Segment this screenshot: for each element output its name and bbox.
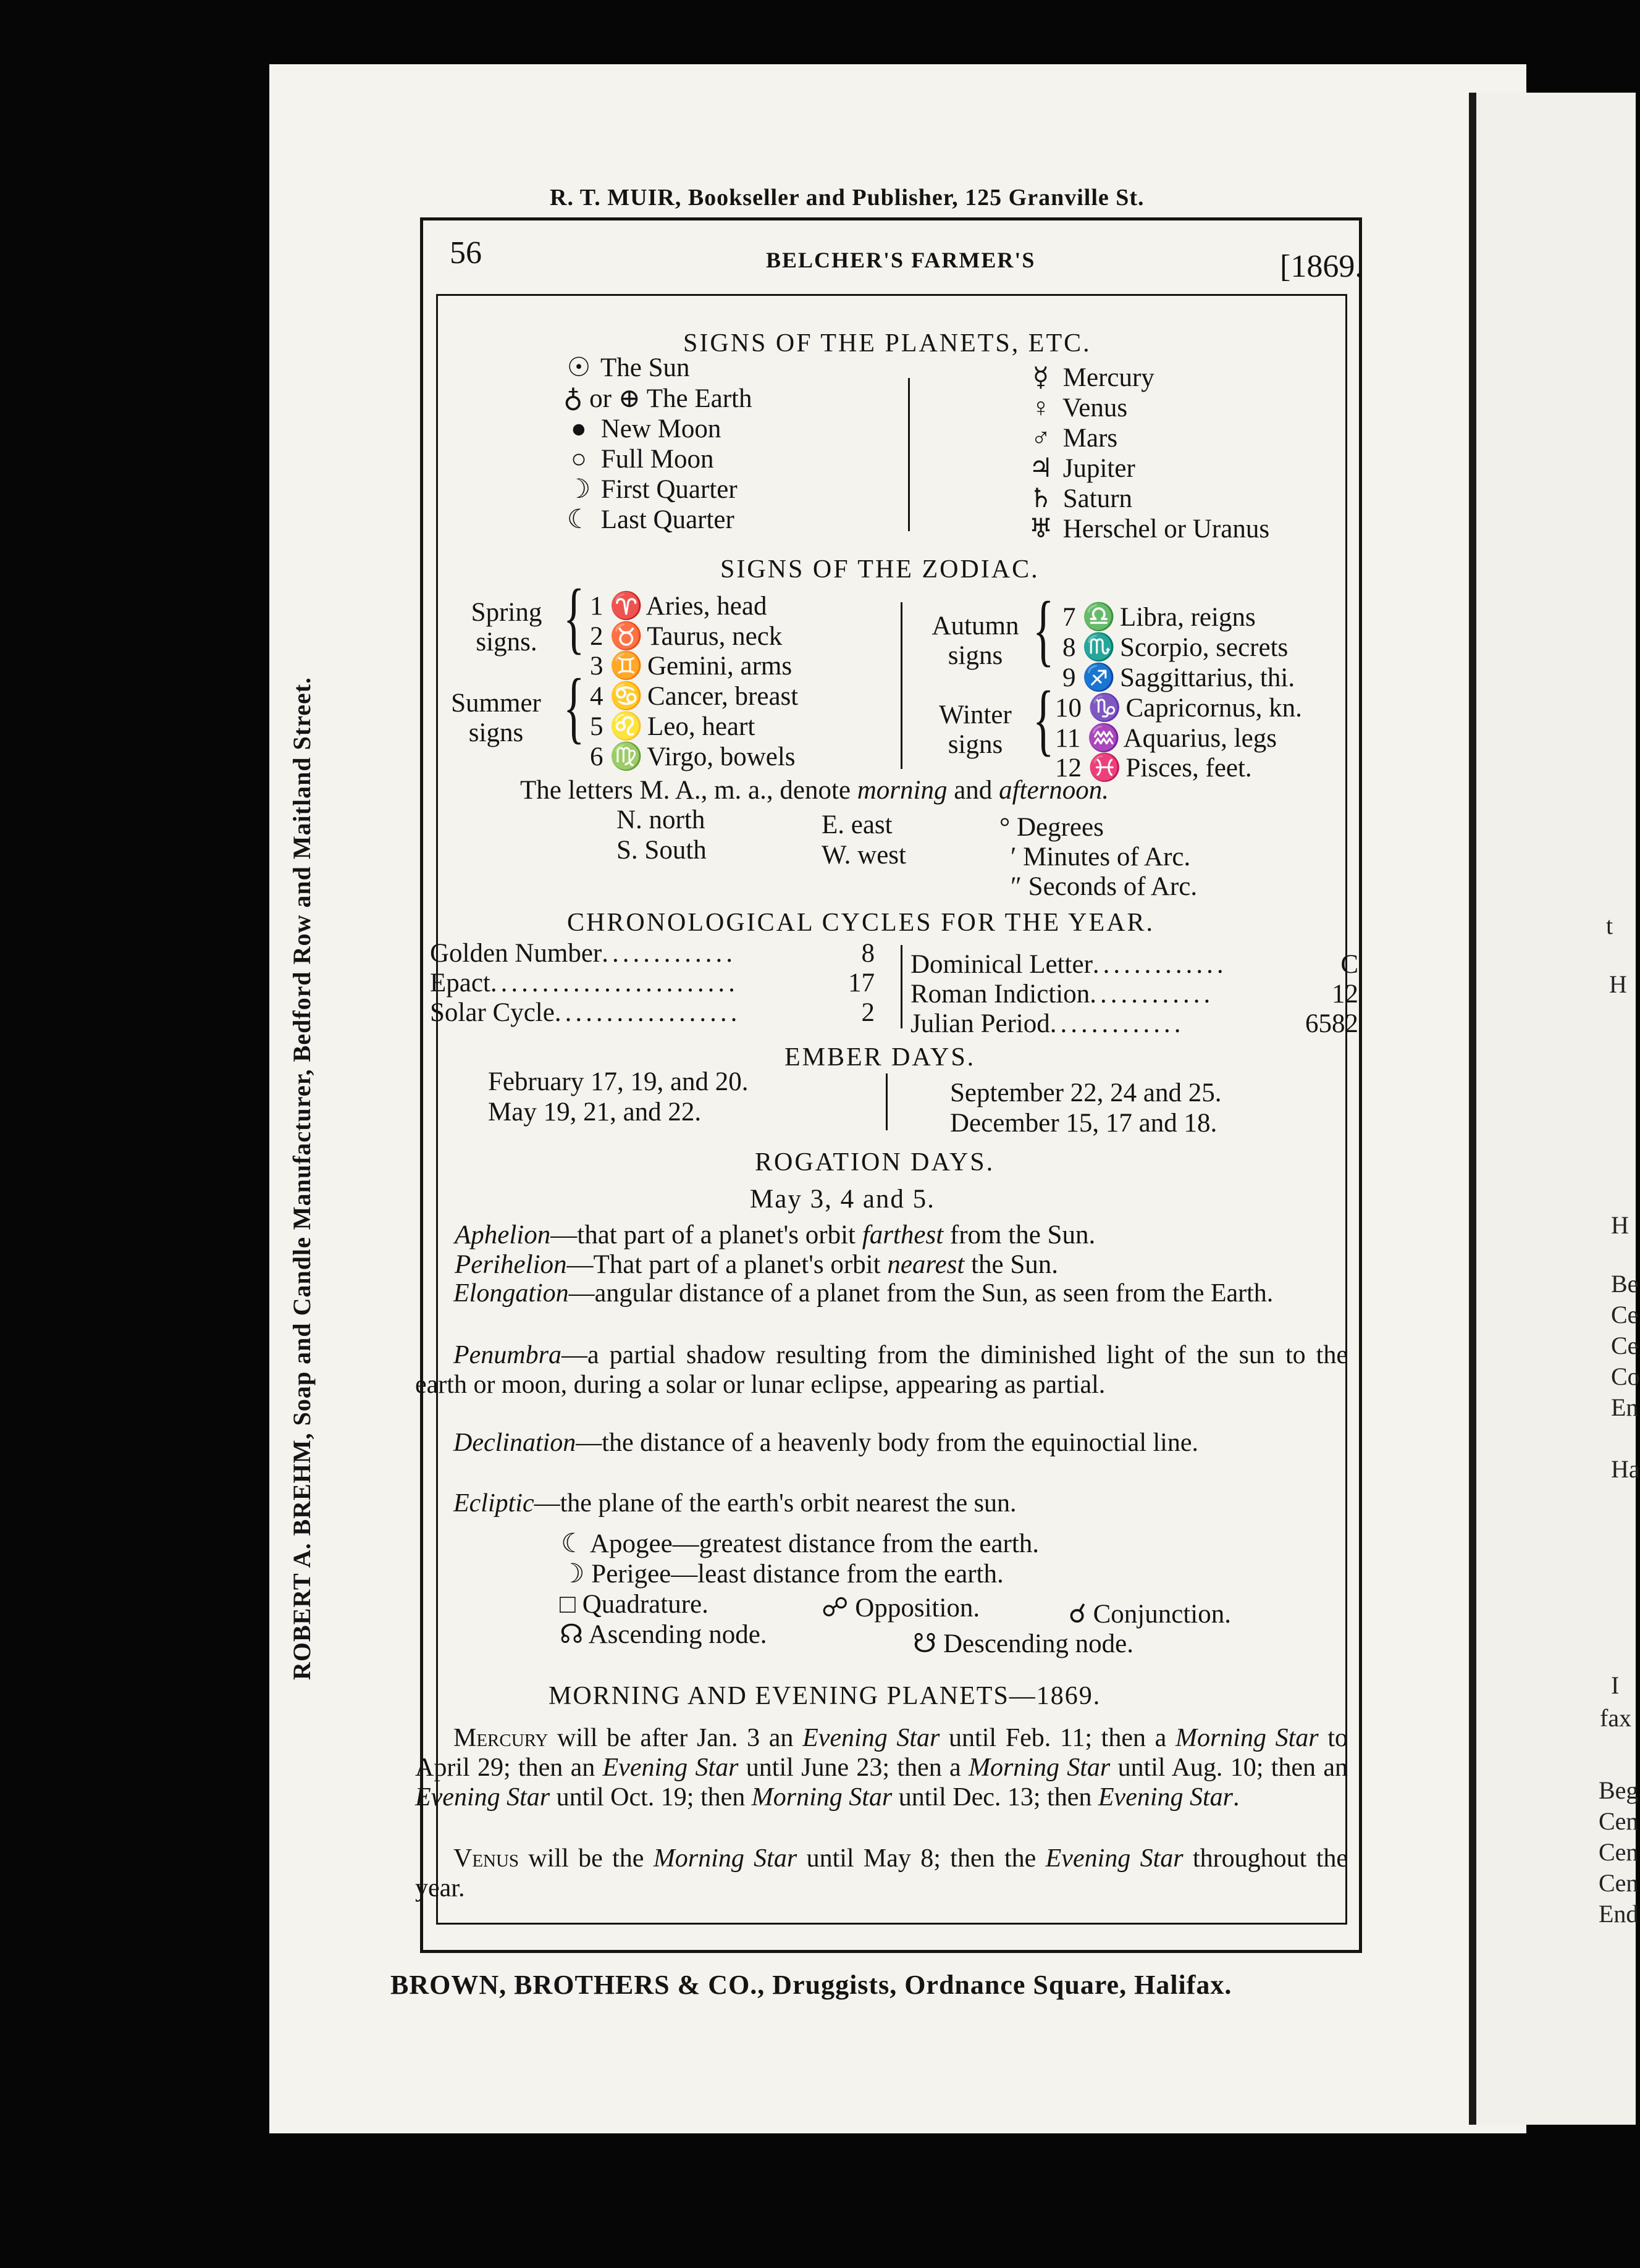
spring-brace: { xyxy=(563,573,585,662)
scorpio-icon: ♏ xyxy=(1082,633,1116,662)
zodiac-row: 12 ♓ Pisces, feet. xyxy=(1055,754,1252,783)
ecliptic-definition: Ecliptic—the plane of the earth's orbit nearest the sun. xyxy=(453,1489,1017,1518)
pisces-icon: ♓ xyxy=(1088,754,1122,783)
north-label: N. north xyxy=(616,805,705,834)
perihelion-definition: Perihelion—That part of a planet's orbit nearest the Sun. xyxy=(455,1250,1059,1279)
planet-label: Venus xyxy=(1062,393,1128,422)
spring-signs-label: Spring signs. xyxy=(471,598,542,657)
leo-icon: ♌ xyxy=(610,712,643,741)
zodiac-row: 5 ♌ Leo, heart xyxy=(590,712,755,741)
south-label: S. South xyxy=(616,836,707,865)
ascending-node-line: ☊ Ascending node. xyxy=(560,1620,767,1649)
facing-fragment: t xyxy=(1606,912,1613,939)
planet-symbol-icon: ○ xyxy=(571,445,587,474)
conjunction-line: ☌ Conjunction. xyxy=(1069,1600,1231,1629)
planet-row xyxy=(563,446,714,472)
planet-symbol-icon: ☾ xyxy=(566,505,591,534)
column-divider xyxy=(886,1073,888,1130)
ember-dates: February 17, 19, and 20. xyxy=(488,1067,749,1096)
facing-fragment: H xyxy=(1611,1211,1629,1239)
morning-evening-heading: MORNING AND EVENING PLANETS—1869. xyxy=(549,1682,1101,1710)
running-title: BELCHER'S FARMER'S xyxy=(766,248,1036,272)
planet-symbol-icon: ♀ xyxy=(1030,393,1051,422)
seconds-label: ″ Seconds of Arc. xyxy=(1011,872,1198,901)
taurus-icon: ♉ xyxy=(610,622,643,651)
julian-period-row: Julian Period............. 6582 xyxy=(910,1009,1358,1038)
letters-line: The letters M. A., m. a., denote morning and afternoon. xyxy=(520,776,1109,805)
libra-icon: ♎ xyxy=(1082,603,1116,632)
zodiac-row: 6 ♍ Virgo, bowels xyxy=(590,742,796,771)
east-label: E. east xyxy=(822,810,893,839)
descending-node-line: ☋ Descending node. xyxy=(913,1629,1134,1658)
planet-symbol-icon: ☿ xyxy=(1032,363,1049,392)
dominical-letter-row: Dominical Letter............. C xyxy=(910,950,1358,979)
year-mark: [1869. xyxy=(1280,249,1363,284)
rogation-heading: ROGATION DAYS. xyxy=(755,1148,995,1177)
planet-label: Last Quarter xyxy=(600,505,734,534)
zodiac-heading: SIGNS OF THE ZODIAC. xyxy=(720,555,1040,584)
facing-fragment: Cen xyxy=(1599,1807,1639,1835)
minutes-label: ′ Minutes of Arc. xyxy=(1011,842,1191,872)
planets-heading: SIGNS OF THE PLANETS, ETC. xyxy=(683,329,1091,358)
ember-dates: September 22, 24 and 25. xyxy=(950,1078,1222,1107)
planet-label: Full Moon xyxy=(600,445,714,474)
epact-row: Epact........................ 17 xyxy=(430,968,875,998)
druggist-footer: BROWN, BROTHERS & CO., Druggists, Ordnance Square, Halifax. xyxy=(390,1970,1232,2000)
planet-symbol-icon: ☽ xyxy=(566,475,591,504)
publisher-header: R. T. MUIR, Bookseller and Publisher, 125 Granville St. xyxy=(550,185,1145,211)
ember-dates: December 15, 17 and 18. xyxy=(950,1109,1217,1138)
planet-row xyxy=(1025,516,1269,542)
side-advertisement: ROBERT A. BREHM, Soap and Candle Manufacturer, Bedford Row and Maitland Street. xyxy=(288,676,316,1680)
venus-paragraph: Venus will be the Morning Star until May 8; then the Evening Star throughout the year. xyxy=(415,1844,1348,1902)
planet-row xyxy=(563,416,721,442)
zodiac-row: 8 ♏ Scorpio, secrets xyxy=(1062,633,1289,662)
facing-fragment: Cen xyxy=(1599,1838,1639,1866)
roman-indiction-row: Roman Indiction............ 12 xyxy=(910,980,1358,1009)
facing-page xyxy=(1476,93,1640,2125)
zodiac-row: 9 ♐ Saggittarius, thi. xyxy=(1062,663,1295,692)
quadrature-line: □ Quadrature. xyxy=(560,1590,709,1619)
facing-fragment: Co xyxy=(1611,1363,1640,1390)
zodiac-row: 4 ♋ Cancer, breast xyxy=(590,682,799,711)
facing-fragment: En xyxy=(1611,1393,1639,1421)
planet-symbol-icon: ☉ xyxy=(566,353,591,382)
degrees-label: ° Degrees xyxy=(999,813,1104,842)
chrono-heading: CHRONOLOGICAL CYCLES FOR THE YEAR. xyxy=(567,909,1154,937)
page-number: 56 xyxy=(450,235,482,271)
planet-row xyxy=(563,476,738,503)
zodiac-row: 10 ♑ Capricornus, kn. xyxy=(1055,694,1302,723)
declination-definition: Declination—the distance of a heavenly body from the equinoctial line. xyxy=(453,1429,1198,1457)
facing-fragment: fax xyxy=(1600,1704,1632,1732)
planet-symbol-icon: ♄ xyxy=(1028,484,1053,513)
facing-fragment: Be xyxy=(1611,1270,1639,1298)
aphelion-definition: Aphelion—that part of a planet's orbit farthest from the Sun. xyxy=(455,1220,1096,1250)
west-label: W. west xyxy=(822,841,906,870)
apogee-line: ☾ Apogee—greatest distance from the earth. xyxy=(561,1529,1040,1558)
zodiac-row: 7 ♎ Libra, reigns xyxy=(1062,603,1256,632)
opposition-line: ☍ Opposition. xyxy=(822,1594,980,1623)
facing-fragment: Ha xyxy=(1611,1455,1640,1483)
facing-fragment: End xyxy=(1599,1900,1639,1928)
facing-fragment: I xyxy=(1611,1671,1620,1699)
winter-signs-label: Winter signs xyxy=(939,700,1012,759)
summer-signs-label: Summer signs xyxy=(451,689,541,747)
capricorn-icon: ♑ xyxy=(1088,694,1122,723)
planet-label: New Moon xyxy=(600,414,721,443)
facing-fragment: H xyxy=(1609,970,1627,998)
planet-label: Herschel or Uranus xyxy=(1062,514,1270,544)
planet-label: Mars xyxy=(1062,424,1118,453)
mercury-paragraph: Mercury will be after Jan. 3 an Evening Star until Feb. 11; then a Morning Star to April 29; then an Evening Star until June 23; then a Morning Star until Aug. 10; then an Evening Star until Oct. 19; then Morning Star until Dec. 13; then Evening Star. xyxy=(415,1724,1348,1812)
planet-row xyxy=(563,355,690,381)
autumn-signs-label: Autumn signs xyxy=(931,611,1019,670)
planet-row xyxy=(1025,485,1132,512)
aries-icon: ♈ xyxy=(610,592,643,621)
ember-dates: May 19, 21, and 22. xyxy=(488,1098,702,1127)
planet-row xyxy=(1025,395,1127,421)
facing-fragment: Ce xyxy=(1611,1301,1639,1329)
planet-symbol-icon: ● xyxy=(571,414,587,443)
planet-row xyxy=(563,385,752,412)
penumbra-definition: Penumbra—a partial shadow resulting from the diminished light of the sun to the earth or moon, during a solar or lunar eclipse, appearing as partial. xyxy=(415,1341,1348,1399)
planet-row xyxy=(1025,364,1154,391)
column-divider xyxy=(908,378,910,531)
virgo-icon: ♍ xyxy=(610,742,643,771)
zodiac-row: 3 ♊ Gemini, arms xyxy=(590,652,793,681)
planet-row xyxy=(1025,455,1135,482)
zodiac-row: 1 ♈ Aries, head xyxy=(590,592,767,621)
golden-number-row: Golden Number............. 8 xyxy=(430,939,875,968)
planet-symbol-icon: ♂ xyxy=(1030,424,1051,453)
planet-row xyxy=(1025,425,1117,452)
planet-symbol-icon: ♁ or ⊕ xyxy=(563,384,641,413)
winter-brace: { xyxy=(1033,675,1054,764)
solar-cycle-row: Solar Cycle.................. 2 xyxy=(430,998,875,1027)
column-divider xyxy=(901,602,902,769)
sagittarius-icon: ♐ xyxy=(1082,663,1116,692)
facing-fragment: Cen xyxy=(1599,1869,1639,1897)
elongation-definition: Elongation—angular distance of a planet from the Sun, as seen from the Earth. xyxy=(453,1279,1274,1308)
perigee-line: ☽ Perigee—least distance from the earth. xyxy=(561,1560,1004,1589)
gemini-icon: ♊ xyxy=(610,652,643,681)
rogation-dates: May 3, 4 and 5. xyxy=(750,1185,935,1214)
planet-symbol-icon: ♅ xyxy=(1028,514,1053,544)
facing-fragment: Ce xyxy=(1611,1332,1639,1359)
planet-symbol-icon: ♃ xyxy=(1028,454,1053,483)
planet-label: Saturn xyxy=(1062,484,1133,513)
planet-row xyxy=(563,506,734,533)
ember-heading: EMBER DAYS. xyxy=(784,1043,976,1072)
planet-label: Mercury xyxy=(1062,363,1154,392)
aquarius-icon: ♒ xyxy=(1087,724,1121,753)
autumn-brace: { xyxy=(1033,586,1054,674)
facing-fragment: Beg xyxy=(1599,1776,1639,1804)
planet-label: The Sun xyxy=(600,353,690,382)
planet-label: The Earth xyxy=(646,384,752,413)
planet-label: Jupiter xyxy=(1062,454,1135,483)
column-divider xyxy=(901,945,902,1028)
planet-label: First Quarter xyxy=(600,475,738,504)
zodiac-row: 11 ♒ Aquarius, legs xyxy=(1055,724,1277,753)
summer-brace: { xyxy=(563,663,585,752)
zodiac-row: 2 ♉ Taurus, neck xyxy=(590,622,783,651)
cancer-icon: ♋ xyxy=(610,682,643,711)
